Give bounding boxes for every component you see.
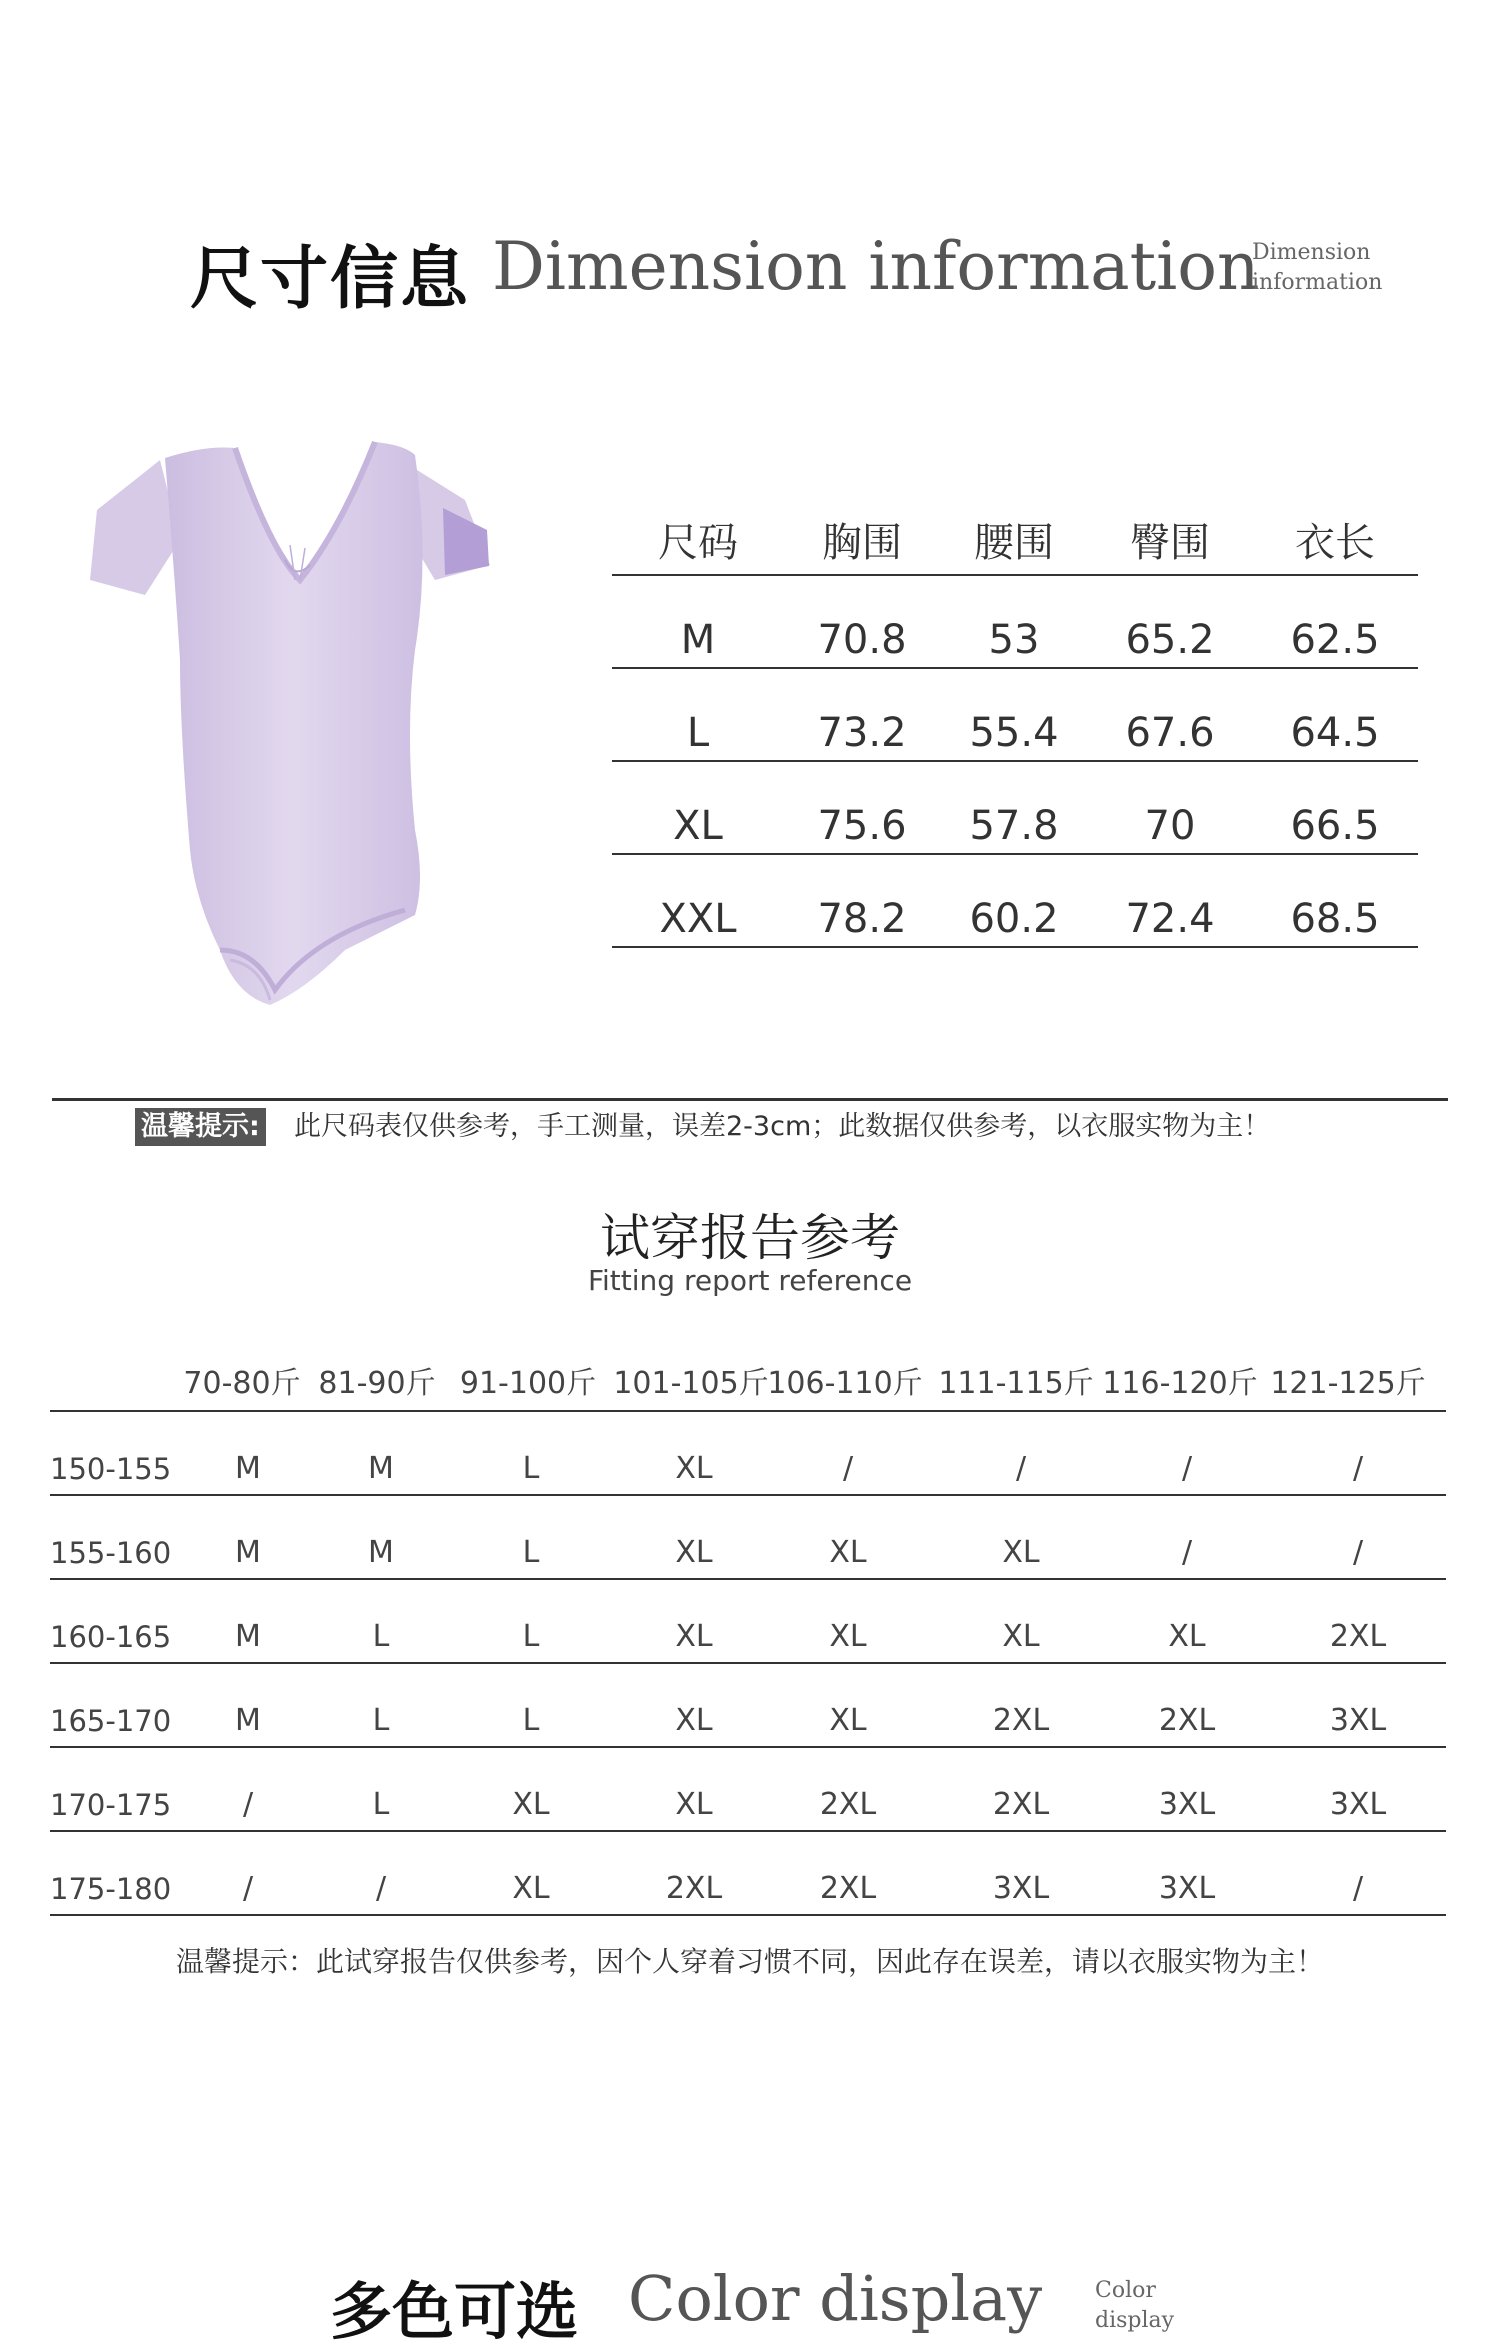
size-table-header xyxy=(612,520,1418,576)
fitting-cell: 3XL xyxy=(1158,1787,1216,1822)
leotard-body xyxy=(165,442,423,1005)
fitting-cell: L xyxy=(372,1703,390,1738)
fitting-cell: 2XL xyxy=(1158,1703,1216,1738)
weight-column-header: 116-120斤 xyxy=(1102,1366,1258,1401)
weight-column-header: 91-100斤 xyxy=(459,1366,597,1401)
fitting-title-en: Fitting report reference xyxy=(587,1264,913,1297)
fitting-table-row xyxy=(50,1832,1446,1916)
color-section-title-cn: 多色可选 xyxy=(330,2275,579,2348)
height-row-label: 175-180 xyxy=(50,1872,172,1906)
fitting-cell: / xyxy=(1181,1535,1193,1570)
fitting-tip: 温馨提示：此试穿报告仅供参考，因个人穿着习惯不同，因此存在误差，请以衣服实物为主！ xyxy=(175,1945,1324,1978)
fitting-cell: XL xyxy=(675,1787,713,1822)
fitting-cell: XL xyxy=(829,1703,867,1738)
fitting-cell: 2XL xyxy=(665,1871,723,1906)
size-table xyxy=(612,520,1418,948)
fitting-cell: M xyxy=(235,1703,261,1738)
size-cell: 64.5 xyxy=(1290,710,1380,756)
color-section-small-line1: Color xyxy=(1095,2278,1156,2303)
size-header-cell: 腰围 xyxy=(974,520,1054,566)
fitting-cell: L xyxy=(372,1787,390,1822)
fitting-cell: L xyxy=(522,1703,540,1738)
section-title-cn: 尺寸信息 xyxy=(190,240,471,319)
tip-label-badge: 温馨提示: xyxy=(135,1108,266,1146)
fitting-cell: M xyxy=(368,1535,394,1570)
size-cell: 73.2 xyxy=(817,710,907,756)
weight-column-header: 101-105斤 xyxy=(613,1366,769,1401)
fitting-cell: / xyxy=(842,1451,854,1486)
fitting-cell: 3XL xyxy=(1329,1703,1387,1738)
fitting-cell: XL xyxy=(1002,1535,1040,1570)
fitting-cell: M xyxy=(235,1451,261,1486)
size-cell: 78.2 xyxy=(817,896,907,942)
color-section-title-en: Color display xyxy=(628,2262,1043,2335)
size-table-row xyxy=(612,669,1418,762)
fitting-table-row xyxy=(50,1664,1446,1748)
size-cell: 75.6 xyxy=(817,803,907,849)
fitting-cell: L xyxy=(522,1619,540,1654)
fitting-cell: M xyxy=(235,1535,261,1570)
fitting-cell: / xyxy=(1352,1871,1364,1906)
weight-column-header: 111-115斤 xyxy=(938,1366,1094,1401)
fitting-cell: / xyxy=(1181,1451,1193,1486)
height-row-label: 165-170 xyxy=(50,1704,172,1738)
weight-column-header: 81-90斤 xyxy=(318,1366,436,1401)
fitting-cell: 3XL xyxy=(992,1871,1050,1906)
size-cell: 66.5 xyxy=(1290,803,1380,849)
leotard-image xyxy=(85,430,510,1020)
size-cell: 62.5 xyxy=(1290,617,1380,663)
fitting-cell: XL xyxy=(675,1535,713,1570)
fitting-title-cn: 试穿报告参考 xyxy=(600,1209,900,1267)
weight-column-header: 106-110斤 xyxy=(767,1366,923,1401)
fitting-cell: XL xyxy=(675,1703,713,1738)
fitting-cell: XL xyxy=(1002,1619,1040,1654)
fitting-cell: / xyxy=(242,1787,254,1822)
size-cell: 70 xyxy=(1144,803,1196,849)
weight-column-header: 121-125斤 xyxy=(1270,1366,1426,1401)
size-cell: 68.5 xyxy=(1290,896,1380,942)
section-title-en: Dimension information xyxy=(492,228,1260,305)
size-cell: M xyxy=(680,617,716,663)
fitting-table-row xyxy=(50,1580,1446,1664)
size-cell: 60.2 xyxy=(969,896,1059,942)
fitting-table-header xyxy=(50,1360,1446,1412)
fitting-cell: 2XL xyxy=(992,1787,1050,1822)
fitting-cell: / xyxy=(1352,1451,1364,1486)
fitting-cell: XL xyxy=(512,1787,550,1822)
height-row-label: 155-160 xyxy=(50,1536,172,1570)
fitting-cell: XL xyxy=(829,1535,867,1570)
fitting-cell: XL xyxy=(1168,1619,1206,1654)
fitting-cell: L xyxy=(522,1535,540,1570)
fitting-cell: L xyxy=(522,1451,540,1486)
size-header-cell: 尺码 xyxy=(658,520,738,566)
size-header-cell: 胸围 xyxy=(822,520,902,566)
height-row-label: 160-165 xyxy=(50,1620,172,1654)
section-title-small-line1: Dimension xyxy=(1252,240,1371,265)
fitting-cell: 2XL xyxy=(819,1787,877,1822)
color-section-title-small xyxy=(1095,2276,1174,2336)
fitting-cell: L xyxy=(372,1619,390,1654)
size-cell: 72.4 xyxy=(1125,896,1215,942)
fitting-table-row xyxy=(50,1748,1446,1832)
fitting-table-row xyxy=(50,1496,1446,1580)
height-row-label: 150-155 xyxy=(50,1452,172,1486)
fitting-cell: 3XL xyxy=(1158,1871,1216,1906)
section-divider xyxy=(52,1098,1448,1101)
fitting-table-row xyxy=(50,1412,1446,1496)
weight-column-header: 70-80斤 xyxy=(183,1366,301,1401)
size-cell: 67.6 xyxy=(1125,710,1215,756)
size-cell: 70.8 xyxy=(817,617,907,663)
fitting-cell: / xyxy=(242,1871,254,1906)
size-table-row xyxy=(612,762,1418,855)
fitting-cell: / xyxy=(1352,1535,1364,1570)
left-sleeve xyxy=(90,460,180,595)
size-cell: XL xyxy=(673,803,723,849)
size-cell: 55.4 xyxy=(969,710,1059,756)
size-cell: L xyxy=(686,710,710,756)
fitting-cell: XL xyxy=(512,1871,550,1906)
fitting-cell: XL xyxy=(829,1619,867,1654)
size-cell: 57.8 xyxy=(969,803,1059,849)
size-cell: 65.2 xyxy=(1125,617,1215,663)
fitting-cell: XL xyxy=(675,1619,713,1654)
fitting-cell: M xyxy=(368,1451,394,1486)
fitting-table xyxy=(50,1360,1446,1916)
tip-text: 此尺码表仅供参考，手工测量，误差2-3cm；此数据仅供参考，以衣服实物为主！ xyxy=(294,1111,1271,1142)
fitting-cell: / xyxy=(1015,1451,1027,1486)
fitting-cell: / xyxy=(375,1871,387,1906)
size-cell: 53 xyxy=(988,617,1040,663)
fitting-cell: 3XL xyxy=(1329,1787,1387,1822)
fitting-cell: XL xyxy=(675,1451,713,1486)
size-cell: XXL xyxy=(659,896,737,942)
fitting-cell: 2XL xyxy=(819,1871,877,1906)
fitting-cell: 2XL xyxy=(1329,1619,1387,1654)
size-table-row xyxy=(612,855,1418,948)
height-row-label: 170-175 xyxy=(50,1788,172,1822)
fitting-cell: M xyxy=(235,1619,261,1654)
fitting-cell: 2XL xyxy=(992,1703,1050,1738)
size-header-cell: 臀围 xyxy=(1130,520,1210,566)
size-header-cell: 衣长 xyxy=(1295,520,1375,566)
section-title-small xyxy=(1252,238,1382,298)
color-section-small-line2: display xyxy=(1095,2308,1175,2333)
section-title-small-line2: information xyxy=(1252,270,1383,295)
size-table-row xyxy=(612,576,1418,669)
